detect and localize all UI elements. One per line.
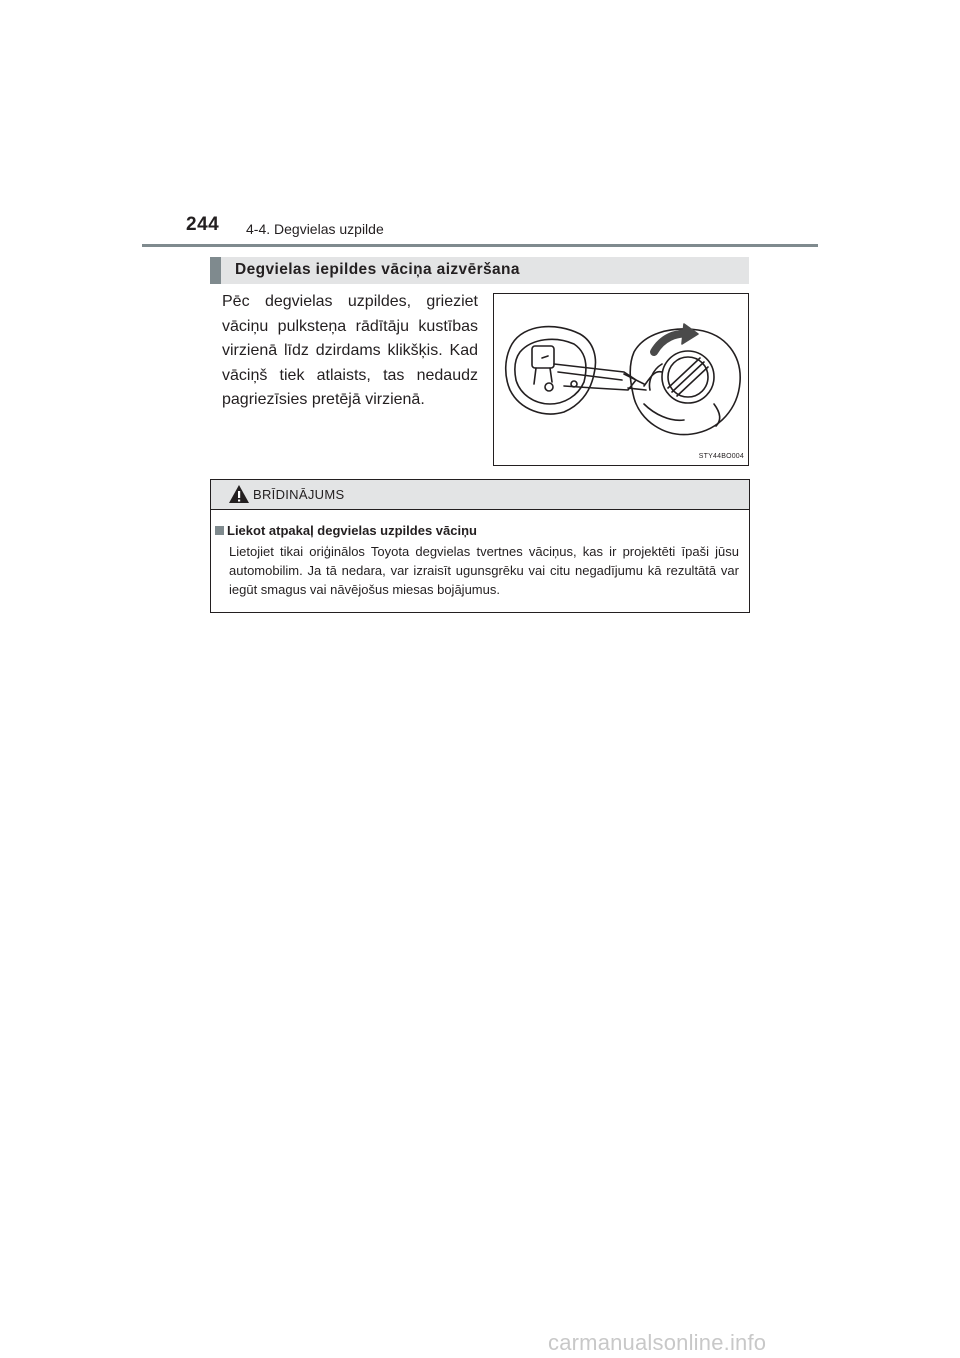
fuel-cap-figure	[493, 293, 749, 466]
section-heading-bar	[210, 257, 749, 284]
warning-subheading	[215, 523, 477, 538]
figure-code: STY44BO004	[698, 453, 744, 460]
warning-label: BRĪDINĀJUMS	[253, 487, 345, 502]
warning-triangle-icon	[228, 484, 250, 504]
warning-header	[211, 480, 749, 510]
page-number: 244	[186, 214, 220, 235]
header-divider	[142, 244, 818, 247]
section-title: Degvielas iepildes vāciņa aizvēršana	[235, 261, 520, 278]
warning-text: Lietojiet tikai oriģinālos Toyota degvielas tvertnes vāciņus, kas ir projektēti īpaši jūsu automobilim. Ja tā nedara, var izraisīt ugunsgrēku vai citu negadījumu kā rezultātā var iegūt smagus vai nāvējošus miesas bojājumus.	[229, 544, 739, 597]
warning-box	[210, 479, 750, 613]
running-header: 4-4. Degvielas uzpilde	[246, 221, 384, 237]
warning-subheading-text: Liekot atpakaļ degvielas uzpildes vāciņu	[227, 523, 477, 538]
fuel-cap-illustration	[494, 294, 748, 465]
watermark: carmanualsonline.info	[548, 1330, 767, 1355]
instruction-paragraph: Pēc degvielas uzpildes, grieziet vāciņu pulksteņa rādītāju kustības virzienā līdz dzirdams klikšķis. Kad vāciņš tiek atlaists, tas nedaudz pagriezīsies pretējā virzienā.	[222, 293, 478, 409]
bullet-square-icon	[215, 526, 224, 535]
